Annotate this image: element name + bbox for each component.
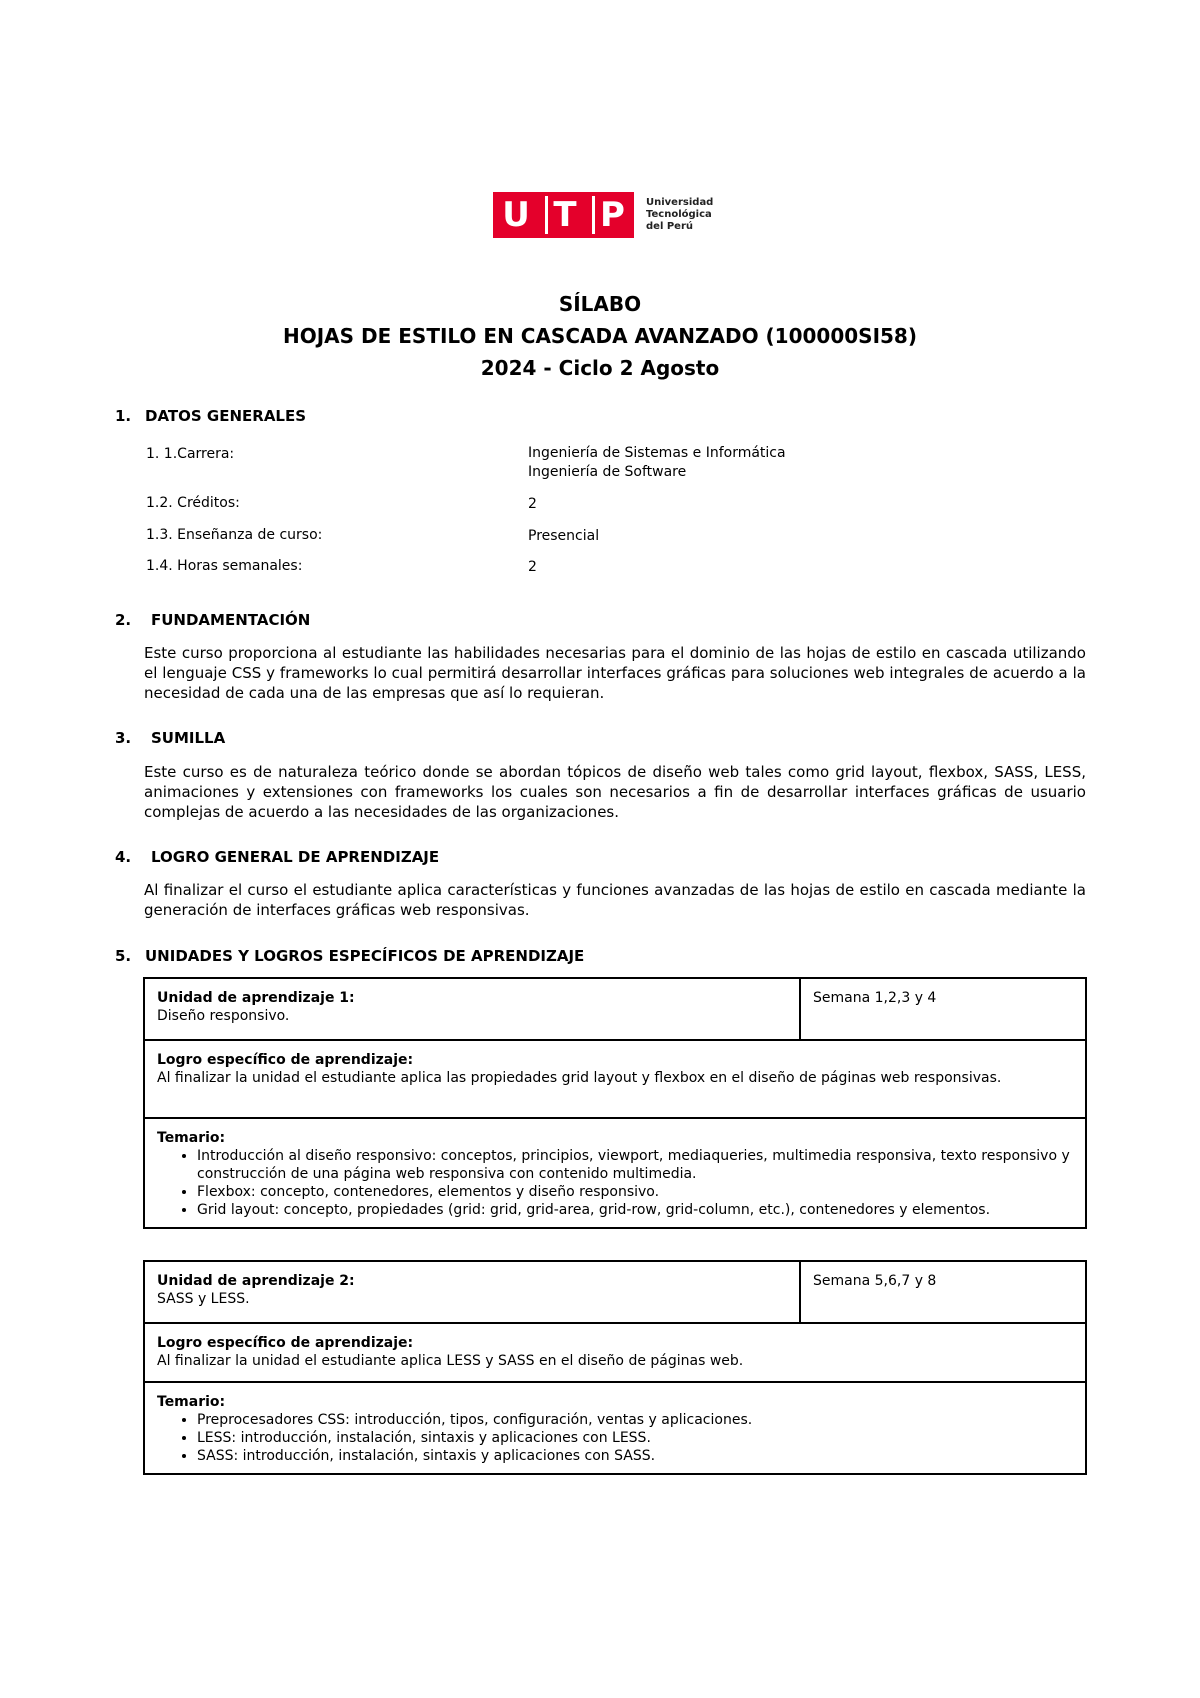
logro-label: Logro específico de aprendizaje: xyxy=(157,1052,414,1068)
logo-letter-u: U xyxy=(497,196,535,234)
unit-weeks-cell: Semana 1,2,3 y 4 xyxy=(813,990,937,1006)
carrera-value-line: Ingeniería de Software xyxy=(528,464,687,480)
creditos-label: 1.2. Créditos: xyxy=(146,495,240,511)
temario-label: Temario: xyxy=(157,1130,226,1146)
utp-logo xyxy=(493,192,713,238)
section-title: FUNDAMENTACIÓN xyxy=(151,611,311,629)
title-cycle: 2024 - Ciclo 2 Agosto xyxy=(480,356,720,380)
logo-university-name xyxy=(646,197,713,233)
logo-text-line: Universidad xyxy=(646,197,714,208)
unit-name: Diseño responsivo. xyxy=(157,1008,290,1024)
carrera-label: 1. 1.Carrera: xyxy=(146,446,235,462)
unit-label: Unidad de aprendizaje 2: xyxy=(157,1273,355,1289)
unit-table-2 xyxy=(143,1260,1087,1475)
unit-logro-row xyxy=(145,1039,1085,1117)
logro-general-text: Al finalizar el curso el estudiante aplica características y funciones avanzadas de las hojas de estilo en cascada mediante la generación de interfaces gráficas web responsivas. xyxy=(144,881,1086,919)
ensenanza-value: Presencial xyxy=(528,528,600,544)
ensenanza-label: 1.3. Enseñanza de curso: xyxy=(146,527,323,543)
horas-label: 1.4. Horas semanales: xyxy=(146,558,303,574)
unit-header-row xyxy=(145,979,1085,1039)
unit-title-cell xyxy=(145,1262,801,1322)
unit-logro-row xyxy=(145,1322,1085,1381)
temario-item: • Preprocesadores CSS: introducción, tipos, configuración, ventas y aplicaciones. xyxy=(197,1411,1073,1429)
unit-weeks-cell: Semana 5,6,7 y 8 xyxy=(813,1273,937,1289)
logo-letter-t: T xyxy=(545,196,583,234)
section-title: SUMILLA xyxy=(151,729,226,747)
temario-list xyxy=(157,1411,1073,1465)
fundamentacion-text: Este curso proporciona al estudiante las habilidades necesarias para el dominio de las hojas de estilo en cascada utilizando el lenguaje CSS y frameworks lo cual permitirá desarrollar interfaces gráficas para soluciones web integrales de acuerdo a la necesidad de cada una de las empresas que así lo requieran. xyxy=(144,644,1086,702)
logro-label: Logro específico de aprendizaje: xyxy=(157,1335,414,1351)
section-number: 4. xyxy=(115,848,132,866)
temario-item: • Flexbox: concepto, contenedores, elementos y diseño responsivo. xyxy=(197,1183,1073,1201)
temario-item: • SASS: introducción, instalación, sintaxis y aplicaciones con SASS. xyxy=(197,1447,1073,1465)
logo-letter-p: P xyxy=(592,196,630,234)
section-title: LOGRO GENERAL DE APRENDIZAJE xyxy=(151,848,440,866)
temario-item: • Introducción al diseño responsivo: conceptos, principios, viewport, mediaqueries, multimedia responsiva, texto responsivo y construcción de una página web responsiva con contenido multimedia. xyxy=(197,1147,1073,1183)
logo-text-line: del Perú xyxy=(646,221,694,232)
unit-label: Unidad de aprendizaje 1: xyxy=(157,990,355,1006)
unit-temario-row xyxy=(145,1381,1085,1473)
temario-item: • LESS: introducción, instalación, sintaxis y aplicaciones con LESS. xyxy=(197,1429,1073,1447)
title-course: HOJAS DE ESTILO EN CASCADA AVANZADO (100000SI58) xyxy=(283,324,917,348)
logro-text: Al finalizar la unidad el estudiante aplica las propiedades grid layout y flexbox en el diseño de páginas web responsivas. xyxy=(157,1070,1002,1086)
carrera-value xyxy=(528,444,786,482)
temario-label: Temario: xyxy=(157,1394,226,1410)
unit-temario-row xyxy=(145,1117,1085,1227)
temario-item: • Grid layout: concepto, propiedades (grid: grid, grid-area, grid-row, grid-column, etc.), contenedores y elementos. xyxy=(197,1201,1073,1219)
horas-value: 2 xyxy=(528,559,537,575)
section-heading-3 xyxy=(115,729,225,747)
temario-list xyxy=(157,1147,1073,1219)
sumilla-text: Este curso es de naturaleza teórico donde se abordan tópicos de diseño web tales como grid layout, flexbox, SASS, LESS, animaciones y extensiones con frameworks los cuales son necesarios a fin de desarrollar interfaces gráficas de usuario complejas de acuerdo a las necesidades de las organizaciones. xyxy=(144,763,1086,821)
carrera-value-line: Ingeniería de Sistemas e Informática xyxy=(528,445,786,461)
unit-header-row xyxy=(145,1262,1085,1322)
unit-title-cell xyxy=(145,979,801,1039)
creditos-value: 2 xyxy=(528,496,537,512)
section-number: 2. xyxy=(115,611,132,629)
section-heading-5 xyxy=(115,947,584,965)
section-heading-2 xyxy=(115,611,310,629)
unit-name: SASS y LESS. xyxy=(157,1291,250,1307)
section-title: UNIDADES Y LOGROS ESPECÍFICOS DE APRENDIZAJE xyxy=(145,947,585,965)
logo-text-line: Tecnológica xyxy=(646,209,712,220)
utp-logo-mark xyxy=(493,192,634,238)
document-title xyxy=(0,288,1200,384)
section-heading-4 xyxy=(115,848,439,866)
title-silabo: SÍLABO xyxy=(558,292,642,316)
section-number: 3. xyxy=(115,729,132,747)
section-number: 5. xyxy=(115,947,132,965)
section-title: DATOS GENERALES xyxy=(145,407,307,425)
logro-text: Al finalizar la unidad el estudiante aplica LESS y SASS en el diseño de páginas web. xyxy=(157,1353,744,1369)
section-heading-1 xyxy=(115,407,306,425)
section-number: 1. xyxy=(115,407,132,425)
unit-table-1 xyxy=(143,977,1087,1229)
